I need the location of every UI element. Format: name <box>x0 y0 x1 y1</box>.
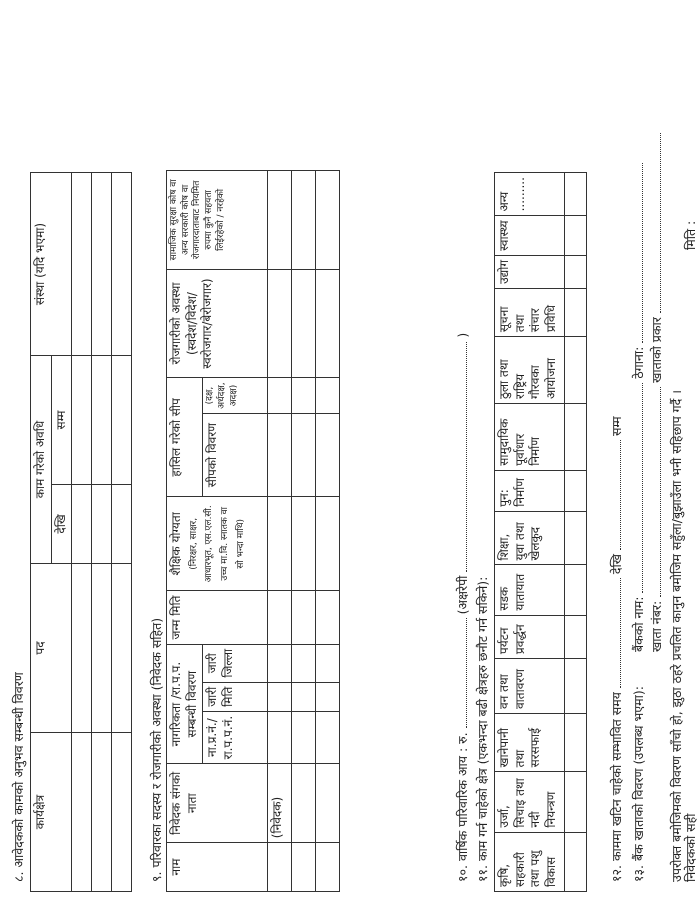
col-to: सम्म <box>51 356 72 485</box>
col-issue-district: जारी जिल्ला <box>203 644 268 682</box>
field-cell[interactable] <box>495 470 565 511</box>
table-row <box>316 171 340 892</box>
field-label: उर्जा, सिचाइ तथा नदी नियन्त्रण <box>497 778 558 828</box>
field-label: ठुला तथा राष्ट्रिय गौरवका आयोजना <box>497 358 558 400</box>
annual-income-label: १०. वार्षिक पारिवारिक आय : रु. <box>455 732 470 882</box>
col-relation: निवेदक संगको नाता <box>167 764 268 843</box>
date-label: मिति : <box>683 220 698 250</box>
account-type-label: खाताको प्रकार <box>649 317 664 383</box>
other-blank: ......... <box>512 177 527 212</box>
col-skill-level: (दक्ष, अर्धदक्ष, अदक्ष) <box>203 378 268 414</box>
bank-name-line <box>630 163 647 652</box>
field-cell[interactable] <box>495 337 565 404</box>
bank-address-blank[interactable] <box>642 163 643 343</box>
table-row <box>565 173 587 892</box>
account-line <box>648 133 665 652</box>
applicant-cell: (निवेदक) <box>268 764 292 843</box>
field-cell[interactable] <box>495 404 565 471</box>
col-skill-detail: सीपको विवरण <box>203 413 268 497</box>
field-label: खानेपानी तथा सरसफाई <box>497 727 543 768</box>
table-row <box>268 171 292 892</box>
bank-name-label: बैंकको नाम: <box>631 596 646 652</box>
applicant-signature-label: निवेदकको सही <box>683 813 698 882</box>
field-label: सडक यातायात <box>497 573 527 611</box>
col-post: पद <box>31 564 72 733</box>
field-label: पुन: निर्माण <box>497 478 527 507</box>
col-social-security: सामाजिक सुरक्षा कोष वा अन्य सरकारी कोष वा रोजगारदाताबाट नियमित रुपमा कुनै सहयता लिईरहेको / नरहेको <box>167 171 268 270</box>
education-note: (निरक्षर, साक्षर, आधारभूत, एस.एल.सी. उच्च मा.वि. स्नातक वा सो भन्दा माथि) <box>188 505 246 583</box>
work-time-line <box>608 416 625 882</box>
education-label: शैक्षिक योग्यता <box>169 512 183 576</box>
col-organization: संस्था (यदि भएमा) <box>31 173 72 356</box>
income-words-close: ) <box>455 332 470 338</box>
work-experience-table <box>30 172 132 892</box>
work-field-table <box>494 172 587 892</box>
work-time-from-label: देखि <box>609 553 624 575</box>
col-office: कार्यक्षेत्र <box>31 733 72 892</box>
col-education <box>167 497 268 591</box>
field-cell[interactable] <box>495 511 565 565</box>
field-label: अन्य <box>497 191 511 212</box>
col-citizenship-no: ना.प्र.नं./ रा.प.प.नं. <box>203 711 268 764</box>
field-label: शिक्षा, युवा तथा खेलकुद <box>497 522 543 561</box>
account-no-label: खाता नंबर: <box>649 600 664 652</box>
work-time-to-blank[interactable] <box>620 440 621 550</box>
income-words-label: (अक्षरेपी <box>455 575 470 615</box>
field-label: स्वास्थ्य <box>497 220 511 251</box>
col-employment: रोजगारीको अवस्था (स्वदेश/विदेश/स्वरोजगार/बेरोजगार) <box>167 269 268 378</box>
field-cell[interactable] <box>495 772 565 832</box>
bank-name-blank[interactable] <box>642 383 643 593</box>
field-label: वन तथा वातावरण <box>497 669 527 710</box>
col-issue-date: जारी मिति <box>203 682 268 711</box>
field-cell[interactable] <box>495 615 565 658</box>
col-citizenship: नागरिकता /रा.प.प. सम्बन्धी विवरण <box>167 644 203 763</box>
col-skill: हासिल गरेको सीप <box>167 378 203 497</box>
field-cell[interactable] <box>495 832 565 891</box>
table-row <box>72 173 92 892</box>
col-name: नाम <box>167 843 268 892</box>
declaration-text: उपरोक्त बमोजिमको विवरण साँचो हो, झुठा ठहरे प्रचलित कानुन बमोजिम सहुँला/बुझाउँला भनी सहिछाप गर्दै । <box>669 389 684 882</box>
col-dob: जन्म मिति <box>167 591 268 645</box>
work-time-label: १२. काममा खटिन चाहेको सम्भावित समय <box>609 692 624 882</box>
annual-income-line <box>454 333 471 882</box>
account-no-blank[interactable] <box>660 387 661 597</box>
table-row <box>292 171 316 892</box>
field-label: कृषि, सहकारी तथा पशु विकास <box>497 850 558 887</box>
table-row <box>92 173 112 892</box>
work-time-from-blank[interactable] <box>620 578 621 688</box>
field-label: सामुदायिक पूर्वाधार निर्माण <box>497 418 543 466</box>
col-period: काम गरेको अवधि <box>31 356 52 564</box>
section-9-title: ९. परिवारका सदस्य र रोजगारीको अवस्था (निवेदक सहित) <box>149 617 164 882</box>
annual-income-blank[interactable] <box>466 618 467 728</box>
field-label: पर्यटन प्रवर्द्धन <box>497 624 527 655</box>
field-cell[interactable] <box>495 173 565 216</box>
field-cell[interactable] <box>495 565 565 615</box>
field-cell[interactable] <box>495 714 565 772</box>
col-from: देखि <box>51 485 72 564</box>
field-cell[interactable] <box>495 216 565 255</box>
field-cell[interactable] <box>495 659 565 714</box>
table-row <box>112 173 132 892</box>
account-type-blank[interactable] <box>660 133 661 313</box>
field-label: उद्योग <box>497 259 511 284</box>
field-cell[interactable] <box>495 288 565 336</box>
work-time-to-label: सम्म <box>609 416 624 437</box>
field-label: सूचना तथा संचार प्रविधि <box>497 304 558 333</box>
section-11-title: ११. काम गर्न चाहेको क्षेत्र (एकभन्दा बढी क्षेत्रहरु छनौट गर्न सकिने): <box>475 576 490 882</box>
section-8-title: ८. आवेदकको कामको अनुभव सम्बन्धी विवरण <box>11 672 26 882</box>
family-members-table <box>166 170 340 892</box>
bank-address-label: ठेगाना: <box>631 346 646 379</box>
income-words-blank[interactable] <box>466 342 467 572</box>
bank-title: १३. बैंक खाताको विवरण (उपलब्ध भएमा): <box>631 686 646 882</box>
field-cell[interactable] <box>495 255 565 288</box>
